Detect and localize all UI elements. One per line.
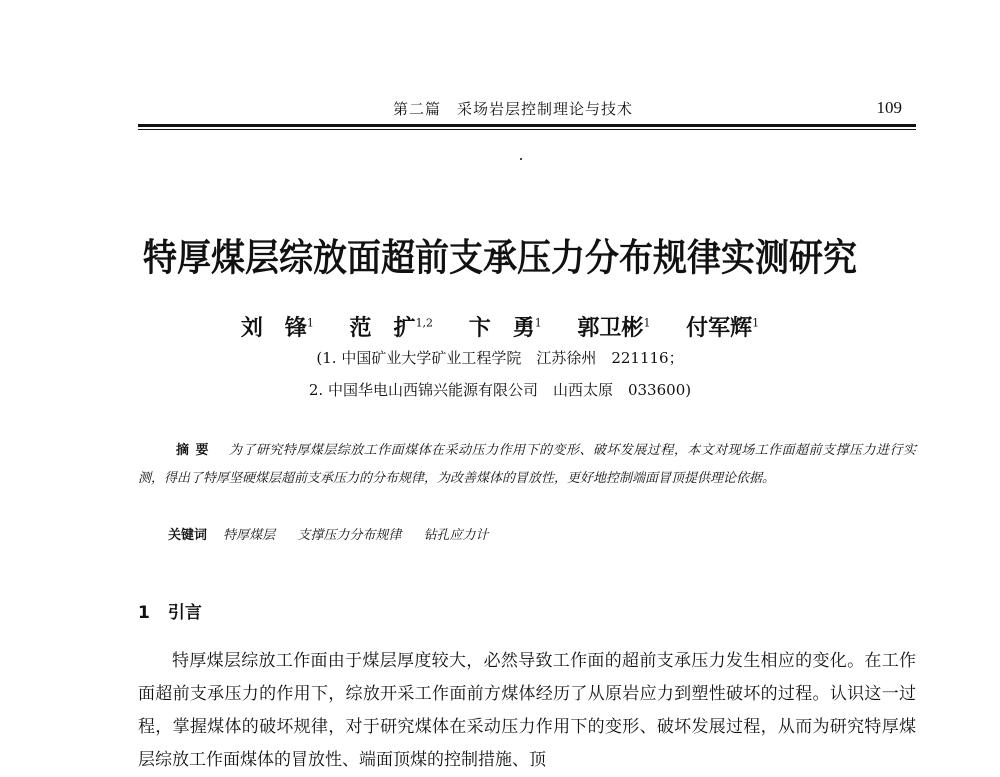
abstract (138, 437, 916, 493)
abstract-text: 为了研究特厚煤层综放工作面煤体在采动压力作用下的变形、破坏发展过程，本文对现场工作面超前支撑压力进行实测，得出了特厚坚硬煤层超前支承压力的分布规律，为改善煤体的冒放性，更好地控制端面冒顶提供理论依据。 (138, 443, 916, 486)
scan-speck (520, 158, 522, 160)
keyword: 特厚煤层 (223, 528, 276, 543)
header-rule-thin (138, 129, 916, 130)
affiliation-2: 2. 中国华电山西锦兴能源有限公司 山西太原 033600) (308, 381, 692, 399)
keywords (138, 524, 916, 543)
author: 刘 锋$^1$ (240, 315, 314, 341)
author: 郭卫彬$^1$ (577, 315, 651, 341)
body-paragraph: 特厚煤层综放工作面由于煤层厚度较大，必然导致工作面的超前支承压力发生相应的变化。在工作面超前支承压力的作用下，综放开采工作面前方煤体经历了从原岩应力到塑性破坏的过程。认识这一过程，掌握煤体的破坏规律，对于研究煤体在采动压力作用下的变形、破坏发展过程，从而为研究特厚煤层综放工作面煤体的冒放性、端面顶煤的控制措施、顶 (138, 651, 916, 770)
section-number: 1 (138, 603, 150, 623)
section-title: 引言 (167, 603, 202, 623)
keyword: 支撑压力分布规律 (297, 528, 402, 543)
header-rule-thick (138, 124, 916, 127)
section-heading (138, 598, 202, 623)
paper-title: 特厚煤层综放面超前支承压力分布规律实测研究 (143, 236, 857, 281)
author: 卞 勇$^1$ (468, 315, 542, 341)
affiliation-1: (1. 中国矿业大学矿业工程学院 江苏徐州 221116； (316, 349, 684, 367)
author: 付军辉$^1$ (686, 315, 760, 341)
abstract-label: 摘要 (176, 443, 215, 458)
page-number: 109 (876, 98, 902, 117)
running-head (138, 96, 916, 120)
keyword: 钻孔应力计 (423, 528, 489, 543)
keywords-label: 关键词 (168, 528, 208, 543)
author: 范 扩$^{1,2}$ (349, 315, 434, 341)
running-head-section: 第二篇 采场岩层控制理论与技术 (393, 100, 634, 118)
author-list (0, 311, 1000, 342)
